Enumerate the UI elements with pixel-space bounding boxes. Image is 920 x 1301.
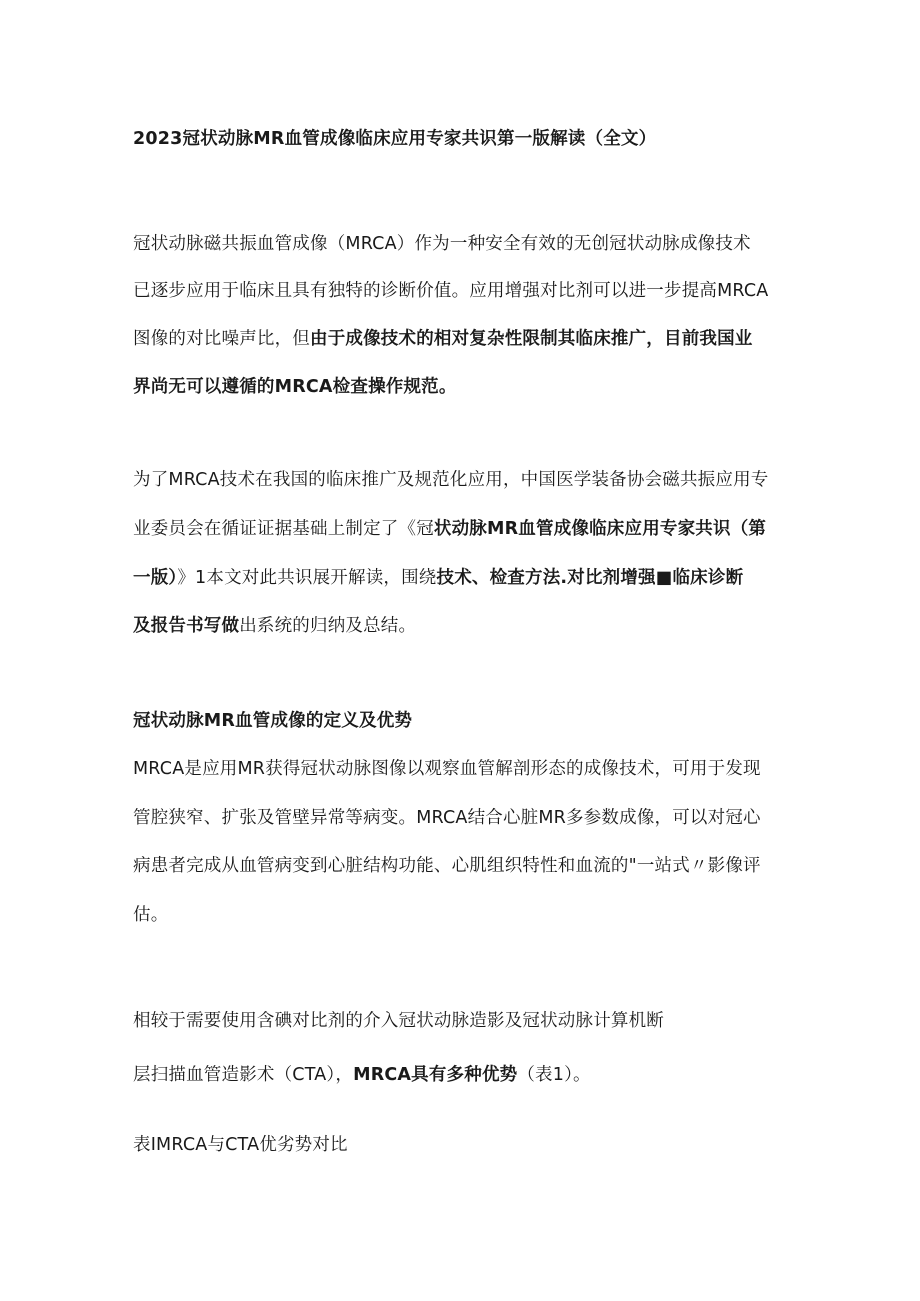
comparison-line-1 [133, 1009, 664, 1033]
text-run: 病患者完成从血管病变到心脏结构功能、心肌组织特性和血流的"一站式〃影像评 [133, 856, 761, 876]
intro-line-1 [133, 232, 751, 256]
bold-text-run: MRCA具有多种优势 [353, 1065, 518, 1085]
comparison-line-2 [133, 1063, 591, 1087]
bold-text-run: 状动脉MR血管成像临床应用专家共识（第 [433, 519, 767, 539]
section1-line-3 [133, 854, 761, 878]
text-run: 已逐步应用于临床且具有独特的诊断价值。应用增强对比剂可以进一步提高MRCA [133, 281, 769, 301]
text-run: 管腔狭窄、扩张及管壁异常等病变。MRCA结合心脏MR多参数成像，可以对冠心 [133, 808, 761, 828]
purpose-line-4 [133, 614, 416, 638]
bold-text-run: 及报告书写做 [133, 616, 240, 636]
text-run: 》1本文对此共识展开解读，围绕 [177, 568, 437, 588]
intro-line-4 [133, 375, 457, 399]
bold-text-run: 技术、检查方法.对比剂增强■临床诊断 [436, 568, 744, 588]
text-run: 图像的对比噪声比，但 [133, 329, 310, 349]
text-run: 估。 [133, 905, 169, 925]
text-run: 冠状动脉磁共振血管成像（MRCA）作为一种安全有效的无创冠状动脉成像技术 [133, 234, 751, 254]
purpose-line-3 [133, 566, 743, 590]
text-run: 相较于需要使用含碘对比剂的介入冠状动脉造影及冠状动脉计算机断 [133, 1011, 664, 1031]
text-run: 为了MRCA技术在我国的临床推广及规范化应用，中国医学装备协会磁共振应用专 [133, 470, 769, 490]
text-run: 业委员会在循证证据基础上制定了《冠 [133, 519, 434, 539]
section-heading-definition: 冠状动脉MR血管成像的定义及优势 [133, 711, 413, 731]
purpose-line-1 [133, 468, 768, 492]
text-run: MRCA是应用MR获得冠状动脉图像以观察血管解剖形态的成像技术，可用于发现 [133, 759, 761, 779]
intro-line-3 [133, 327, 753, 351]
bold-text-run: 由于成像技术的相对复杂性限制其临床推广，目前我国业 [310, 329, 753, 349]
section1-line-1 [133, 757, 761, 781]
section1-line-2 [133, 806, 761, 830]
table-caption: 表IMRCA与CTA优劣势对比 [133, 1135, 348, 1155]
text-run: 层扫描血管造影术（CTA）， [133, 1065, 354, 1085]
purpose-line-2 [133, 517, 766, 541]
intro-line-2 [133, 279, 768, 303]
document-title: 2023冠状动脉MR血管成像临床应用专家共识第一版解读（全文） [133, 129, 657, 149]
section1-line-4 [133, 903, 168, 927]
bold-text-run: 界尚无可以遵循的MRCA检查操作规范。 [133, 377, 457, 397]
text-run: （表1）。 [517, 1065, 591, 1085]
bold-text-run: 一版） [133, 568, 178, 588]
text-run: 出系统的归纳及总结。 [239, 616, 417, 636]
